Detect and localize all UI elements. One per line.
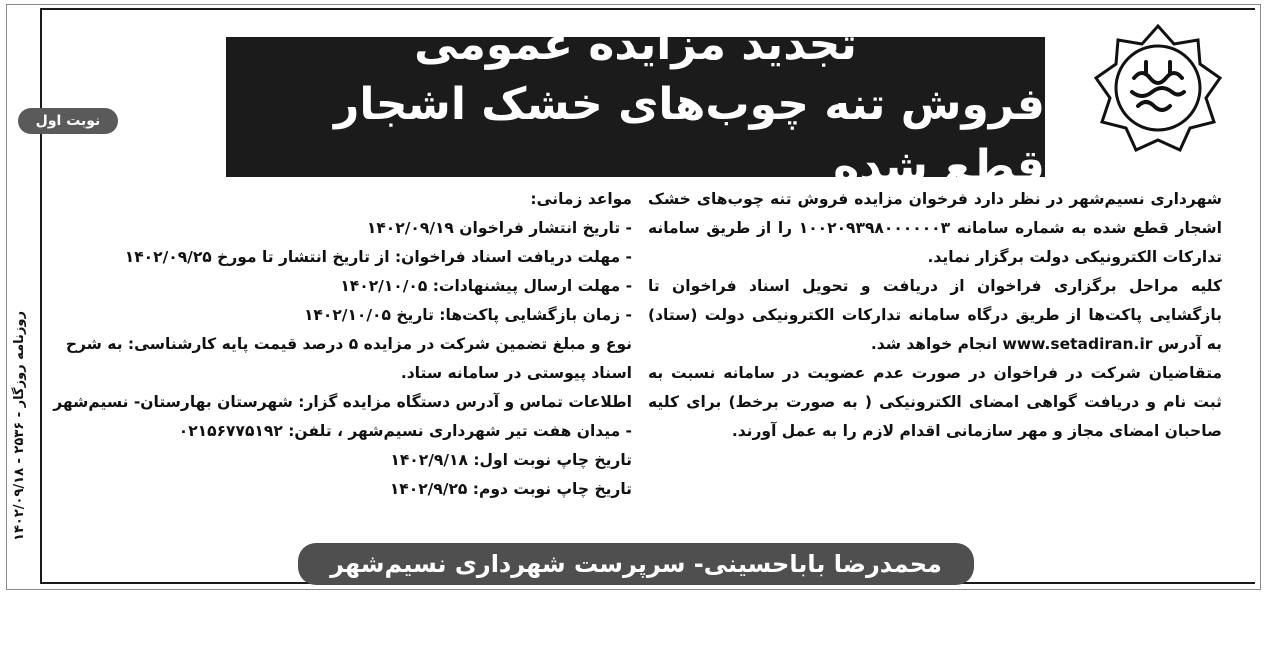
- contact-info-cont: - میدان هفت تیر شهرداری نسیم‌شهر ، تلفن: ۰۲۱۵۶۷۷۵۱۹۲: [178, 422, 632, 440]
- guarantee-text: نوع و مبلغ تضمین شرکت در مزایده ۵ درصد قیمت پایه کارشناسی: به شرح: [65, 335, 632, 353]
- schedule-item: - مهلت دریافت اسناد فراخوان: از تاریخ انتشار تا مورخ ۱۴۰۲/۰۹/۲۵: [124, 248, 632, 266]
- title-line-1: تجدید مزایده عمومی: [414, 19, 857, 70]
- paragraph-requirements: متقاضیان شرکت در فراخوان در صورت عدم عضویت در سامانه نسبت به ثبت نام و دریافت گواهی امضای الکترونیکی ( به صورت برخط) برای کلیه صاحبان امضای مجاز و مهر سازمانی اقدام لازم را به عمل آورند.: [648, 364, 1222, 440]
- newspaper-side-label: روزنامه روزگار - ۲۵۳۶ - ۱۴۰۲/۰۹/۱۸: [12, 311, 27, 541]
- guarantee-text-cont: اسناد پیوستی در سامانه ستاد.: [400, 364, 632, 382]
- title-line-2: فروش تنه چوب‌های خشک اشجار قطع شده: [333, 79, 1045, 192]
- schedule-item: - زمان بازگشایی پاکت‌ها: تاریخ ۱۴۰۲/۱۰/۰۵: [303, 306, 632, 324]
- title-banner: [226, 19, 1045, 192]
- print-date-first: تاریخ چاپ نوبت اول: ۱۴۰۲/۹/۱۸: [390, 451, 632, 469]
- schedule-section: [44, 185, 632, 504]
- publication-round-badge: نوبت اول: [18, 108, 118, 134]
- schedule-item: - تاریخ انتشار فراخوان ۱۴۰۲/۰۹/۱۹: [366, 219, 632, 237]
- schedule-item: - مهلت ارسال پیشنهادات: ۱۴۰۲/۱۰/۰۵: [340, 277, 632, 295]
- schedule-heading: مواعد زمانی:: [530, 190, 632, 208]
- contact-info: اطلاعات تماس و آدرس دستگاه مزایده گزار: شهرستان بهارستان- نسیم‌شهر: [53, 393, 632, 411]
- print-date-second: تاریخ چاپ نوبت دوم: ۱۴۰۲/۹/۲۵: [389, 480, 632, 498]
- municipality-logo-icon: [1088, 22, 1228, 162]
- paragraph-intro: شهرداری نسیم‌شهر در نظر دارد فرخوان مزایده فروش تنه چوب‌های خشک اشجار قطع شده به شماره سامانه ۱۰۰۲۰۹۳۹۸۰۰۰۰۰۰۳ را از طریق سامانه تدارکات الکترونیکی دولت برگزار نماید.: [648, 190, 1222, 266]
- signature-banner: محمدرضا باباحسینی- سرپرست شهرداری نسیم‌شهر: [298, 543, 974, 585]
- announcement-body: [648, 185, 1222, 446]
- paragraph-procedure: کلیه مراحل برگزاری فراخوان از دریافت و تحویل اسناد فراخوان تا بازگشایی پاکت‌ها از طریق درگاه سامانه تدارکات الکترونیکی دولت (ستاد) به آدرس www.setadiran.ir انجام خواهد شد.: [648, 277, 1222, 353]
